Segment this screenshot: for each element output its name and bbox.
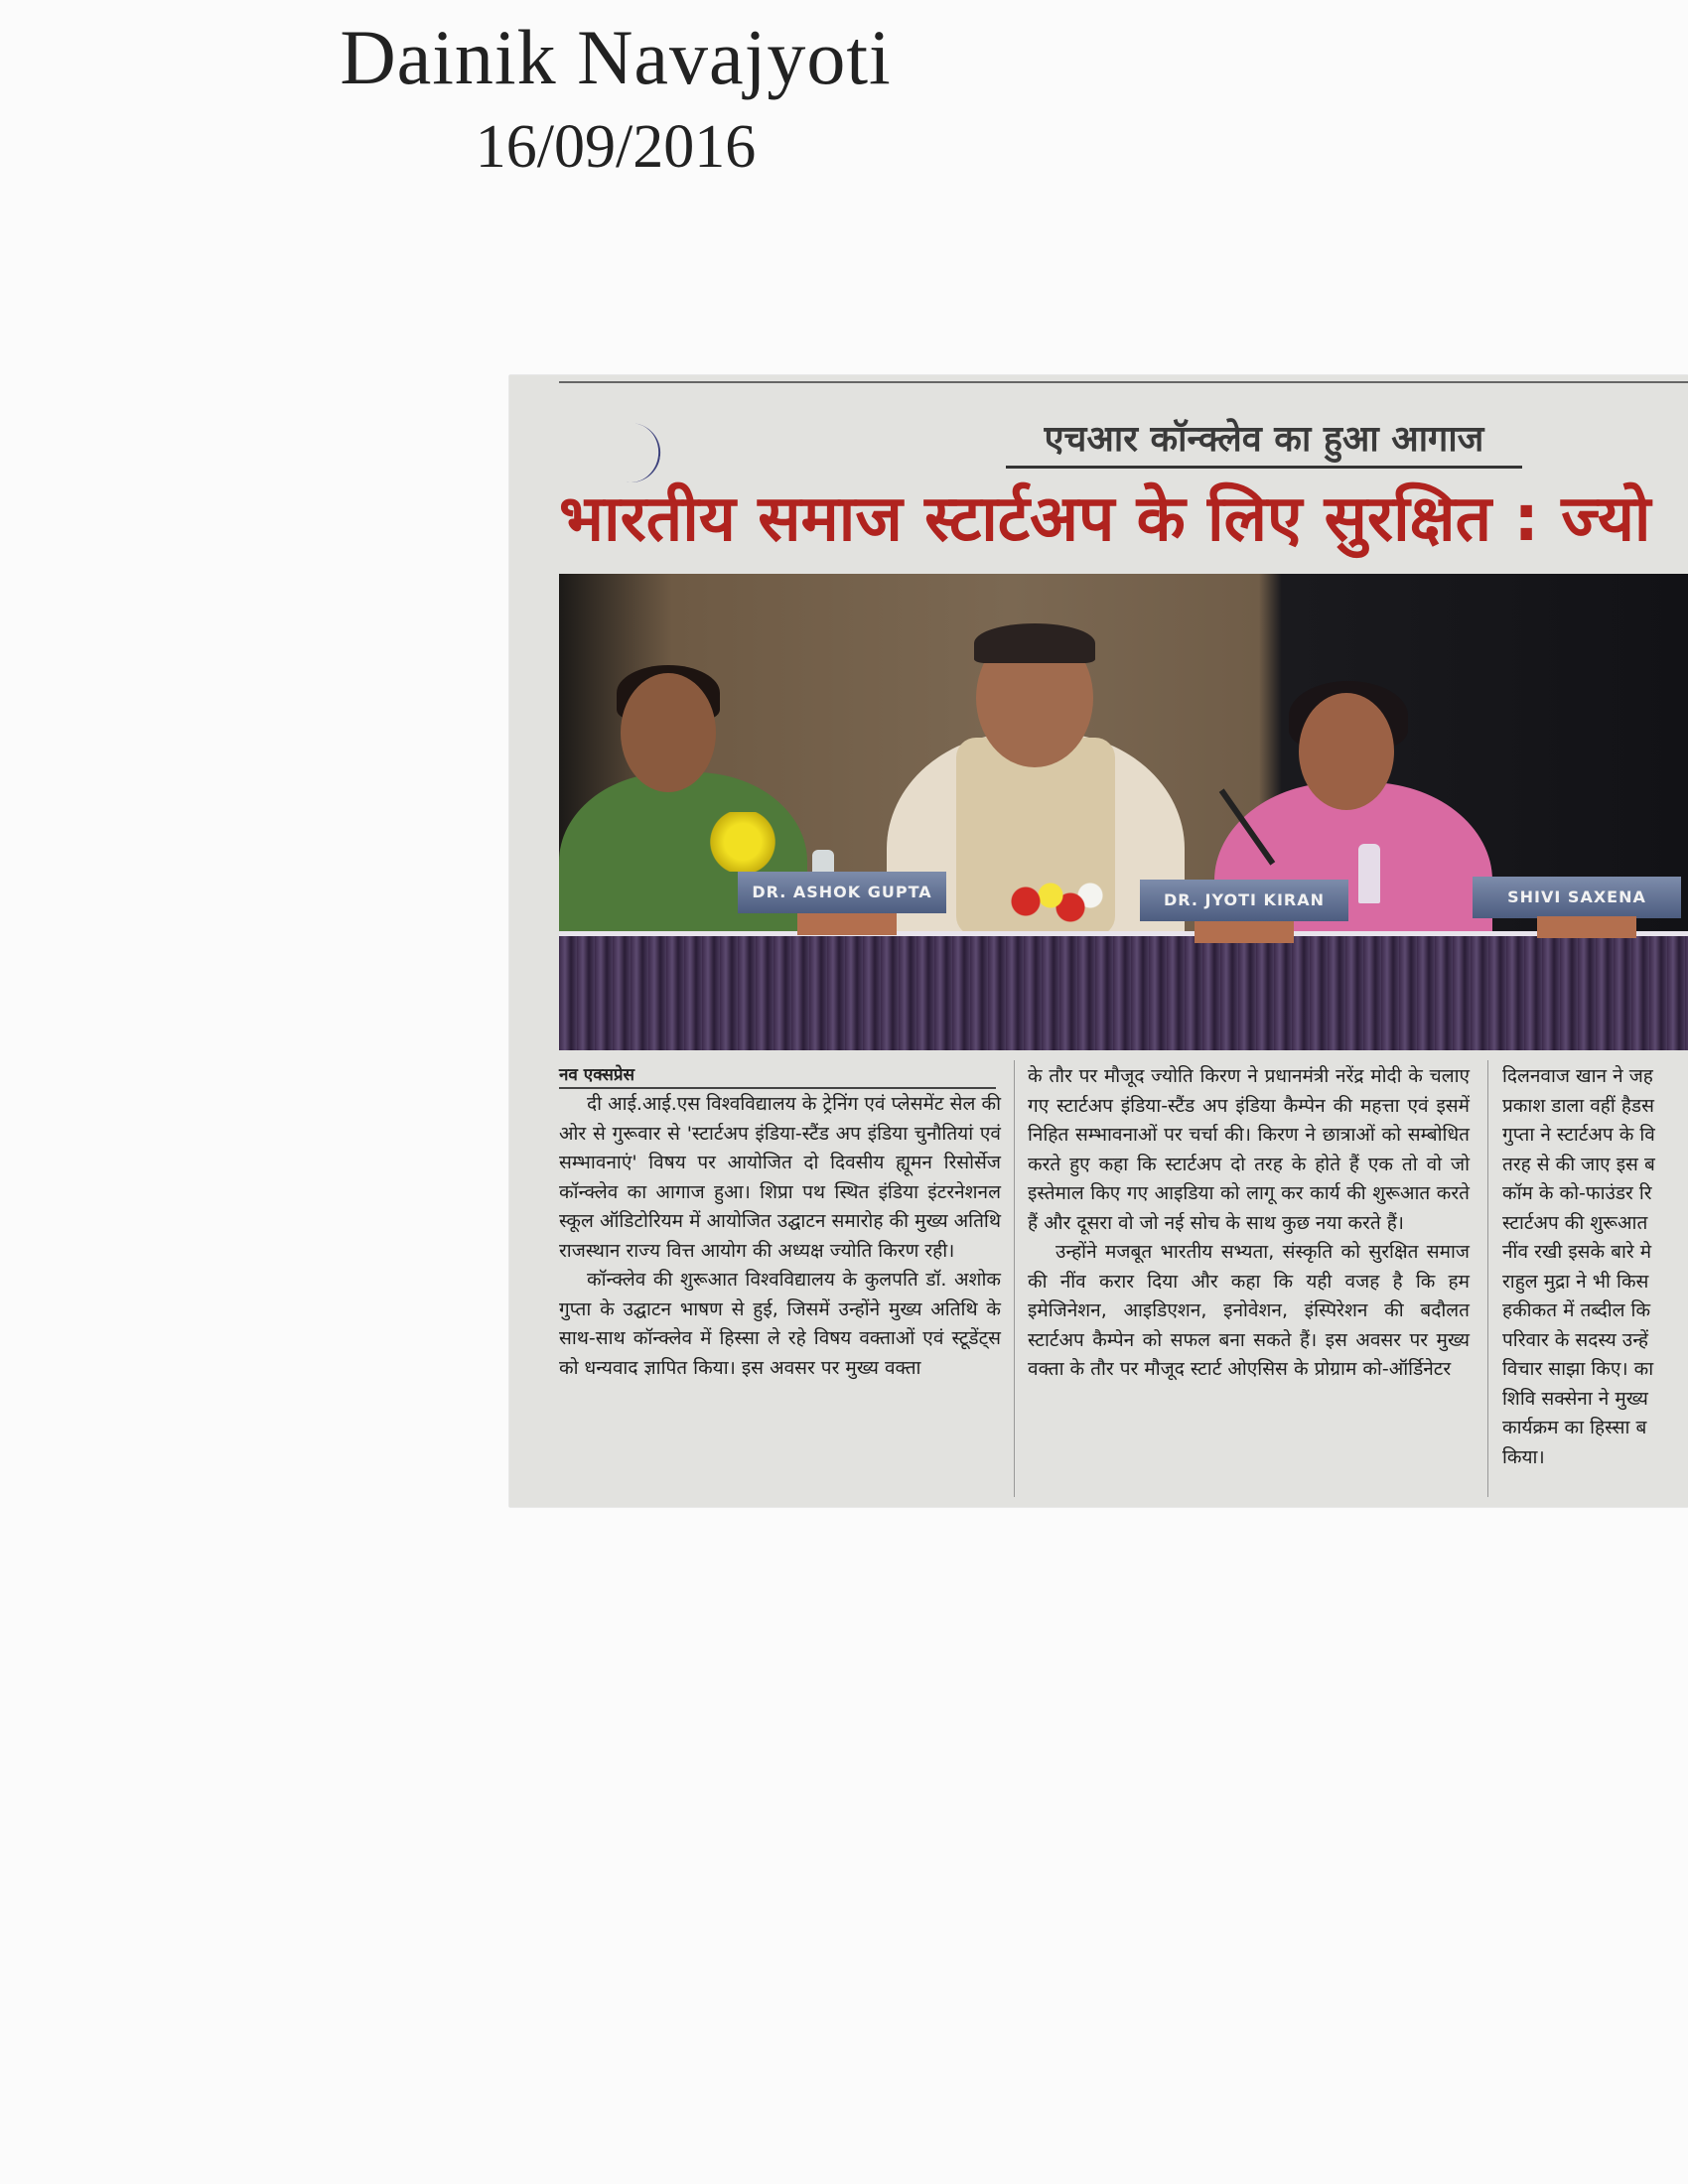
text-line: दिलनवाज खान ने जह: [1502, 1065, 1653, 1087]
article-column-2: [1028, 1062, 1470, 1385]
news-clipping: [509, 375, 1688, 1507]
column-divider: [1014, 1060, 1015, 1497]
text-line: कार्यक्रम का हिस्सा ब: [1502, 1417, 1647, 1438]
text-line: हकीकत में तब्दील कि: [1502, 1299, 1651, 1321]
article-headline: भारतीय समाज स्टार्टअप के लिए सुरक्षित : ज्यो: [559, 482, 1651, 556]
text-line: शिवि सक्सेना ने मुख्य: [1502, 1387, 1648, 1410]
column-divider: [1487, 1060, 1488, 1497]
article-byline: नव एक्सप्रेस: [559, 1062, 996, 1089]
speaker-left-head: [621, 673, 716, 792]
speaker-right-head: [1299, 693, 1394, 810]
nameplate-stand: [1195, 921, 1294, 943]
paragraph: उन्होंने मजबूत भारतीय सभ्यता, संस्कृति को सुरक्षित समाज की नींव करार दिया और कहा कि यही वजह है कि हम इमेजिनेशन, आइडिएशन, इनोवेशन, इंस्पिरेशन की बदौलत स्टार्टअप कैम्पेन को सफल बना सकते हैं। इस अवसर पर मुख्य वक्ता के तौर पर मौजूद स्टार्ट ओएसिस के प्रोग्राम को-ऑर्डिनेटर: [1028, 1241, 1470, 1380]
event-photo: [559, 574, 1688, 1050]
text-line: गुप्ता ने स्टार्टअप के वि: [1502, 1124, 1655, 1146]
text-line: किया।: [1502, 1445, 1545, 1468]
article-column-3: [1502, 1062, 1688, 1472]
nameplate-stand: [1537, 916, 1636, 938]
nameplate: SHIVI SAXENA: [1473, 877, 1681, 918]
text-line: प्रकाश डाला वहीं हैडस: [1502, 1094, 1654, 1117]
newspaper-name: Dainik Navajyoti: [340, 14, 892, 100]
flower-bouquet-yellow: [708, 812, 777, 872]
table-drape: [559, 936, 1688, 1050]
paragraph: के तौर पर मौजूद ज्योति किरण ने प्रधानमंत्री नरेंद्र मोदी के चलाए गए स्टार्टअप इंडिया-स्टैंड अप इंडिया कैम्पेन की महत्ता एवं इसमें निहित सम्भावनाओं पर चर्चा की। किरण ने छात्राओं को सम्बोधित करते हुए कहा कि स्टार्टअप दो तरह के होते हैं एक तो वो जो इस्तेमाल किए गए आइडिया को लागू कर कार्य की शुरूआत करते हैं और दूसरा वो जो नई सोच के साथ कुछ नया करते हैं।: [1028, 1065, 1470, 1234]
top-rule: [559, 381, 1688, 383]
text-line: कॉम के को-फाउंडर रि: [1502, 1182, 1652, 1204]
flower-bouquet-red: [1006, 872, 1105, 931]
nameplate-stand: [797, 913, 897, 935]
text-line: राहुल मुद्रा ने भी किस: [1502, 1270, 1649, 1293]
article-column-1: [559, 1090, 1001, 1383]
text-line: विचार साझा किए। का: [1502, 1358, 1654, 1380]
water-bottle: [1358, 844, 1380, 903]
speaker-center-hair: [974, 623, 1095, 663]
paragraph: दी आई.आई.एस विश्वविद्यालय के ट्रेनिंग एवं प्लेसमेंट सेल की ओर से गुरूवार से 'स्टार्टअप इंडिया-स्टैंड अप इंडिया चुनौतियां एवं सम्भावनाएं' विषय पर आयोजित दो दिवसीय ह्यूमन रिसोर्सेज कॉन्क्लेव का आगाज हुआ। शिप्रा पथ स्थित इंडिया इंटरनेशनल स्कूल ऑडिटोरियम में आयोजित उद्घाटन समारोह की मुख्य अतिथि राजस्थान राज्य वित्त आयोग की अध्यक्ष ज्योति किरण रही।: [559, 1093, 1001, 1262]
masthead: [0, 10, 1231, 187]
text-line: परिवार के सदस्य उन्हें: [1502, 1328, 1648, 1351]
text-line: तरह से की जाए इस ब: [1502, 1153, 1655, 1175]
paragraph: कॉन्क्लेव की शुरूआत विश्वविद्यालय के कुलपति डॉ. अशोक गुप्ता के उद्घाटन भाषण से हुई, जिसमें उन्होंने मुख्य अतिथि के साथ-साथ कॉन्क्लेव में हिस्सा ले रहे विषय वक्ताओं एवं स्टूडेंट्स को धन्यवाद ज्ञापित किया। इस अवसर पर मुख्य वक्ता: [559, 1269, 1001, 1379]
publication-date: 16/09/2016: [475, 113, 757, 181]
text-line: स्टार्टअप की शुरूआत: [1502, 1211, 1648, 1234]
text-line: नींव रखी इसके बारे मे: [1502, 1241, 1652, 1263]
nameplate: DR. ASHOK GUPTA: [738, 872, 946, 913]
nameplate: DR. JYOTI KIRAN: [1140, 880, 1348, 921]
article-kicker: एचआर कॉन्क्लेव का हुआ आगाज: [1006, 413, 1522, 469]
